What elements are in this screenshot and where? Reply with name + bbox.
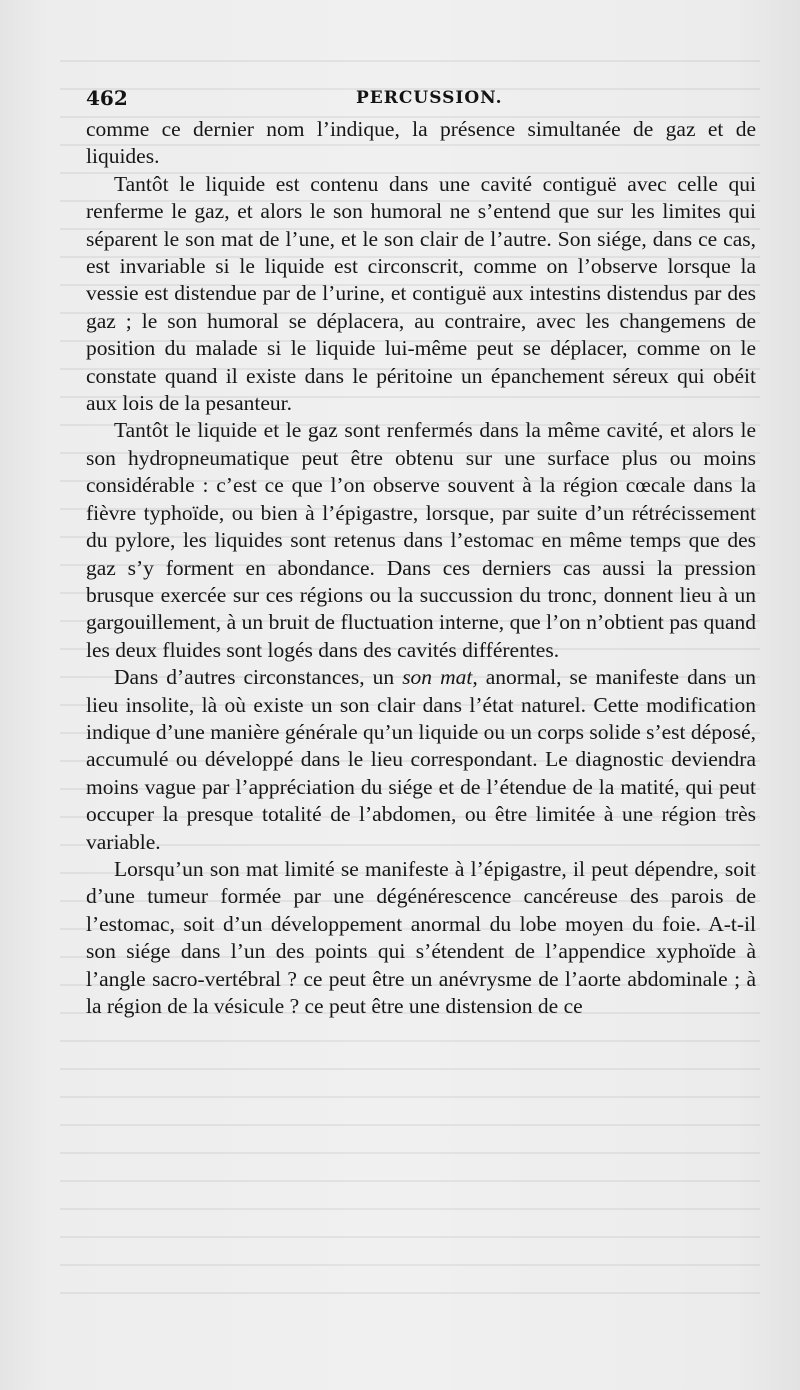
page-header [86,86,756,114]
body-text [86,116,756,1020]
paragraph-text: anormal, se manifeste dans un lieu insolite, là où existe un son clair dans l’état naturel. Cette modification indique d’une manière générale qu’un liquide ou un corps solide s’est déposé, accumulé ou développé dans le lieu correspondant. Le diagnostic deviendra moins vague par l’appréciation du siége et de l’étendue de la matité, qui peut occuper la presque totalité de l’abdomen, ou être limitée à une région très variable. [86,665,756,854]
paragraph: Tantôt le liquide est contenu dans une cavité contiguë avec celle qui renferme le gaz, et alors le son humoral ne s’entend que sur les limites qui séparent le son mat de l’une, et le son clair de l’autre. Son siége, dans ce cas, est invariable si le liquide est circonscrit, comme on l’observe lorsque la vessie est distendue par de l’urine, et contiguë aux intestins distendus par des gaz ; le son humoral se déplacera, au contraire, avec les changemens de position du malade si le liquide lui-même peut se déplacer, comme on le constate quand il existe dans le péritoine un épanchement séreux qui obéit aux lois de la pesanteur. [86,171,756,416]
paragraph [86,664,756,856]
paragraph-text: Dans d’autres circonstances, un [114,665,403,690]
page-number: 462 [86,86,128,110]
paragraph: Lorsqu’un son mat limité se manifeste à l’épigastre, il peut dépendre, soit d’une tumeur formée par une dégénérescence cancéreuse des parois de l’estomac, soit d’un développement anormal du lobe moyen du foie. A-t-il son siége dans l’un des points qui s’étendent de l’appendice xyphoïde à l’angle sacro-vertébral ? ce peut être un anévrysme de l’aorte abdominale ; à la région de la vésicule ? ce peut être une distension de ce [86,856,756,1018]
running-head: PERCUSSION. [356,88,503,108]
paragraph: comme ce dernier nom l’indique, la présence simultanée de gaz et de liquides. [86,117,756,169]
emphasized-term: son mat, [402,665,478,690]
paragraph: Tantôt le liquide et le gaz sont renfermés dans la même cavité, et alors le son hydropneumatique peut être obtenu sur une surface plus ou moins considérable : c’est ce que l’on observe souvent à la région cœcale dans la fièvre typhoïde, ou bien à l’épigastre, lorsque, par suite d’un rétrécissement du pylore, les liquides sont retenus dans l’estomac en même temps que des gaz s’y forment en abondance. Dans ces derniers cas aussi la pression brusque exercée sur ces régions ou la succussion du tronc, donnent lieu à un gargouillement, à un bruit de fluctuation interne, que l’on n’obtient pas quand les deux fluides sont logés dans des cavités différentes. [86,418,756,662]
